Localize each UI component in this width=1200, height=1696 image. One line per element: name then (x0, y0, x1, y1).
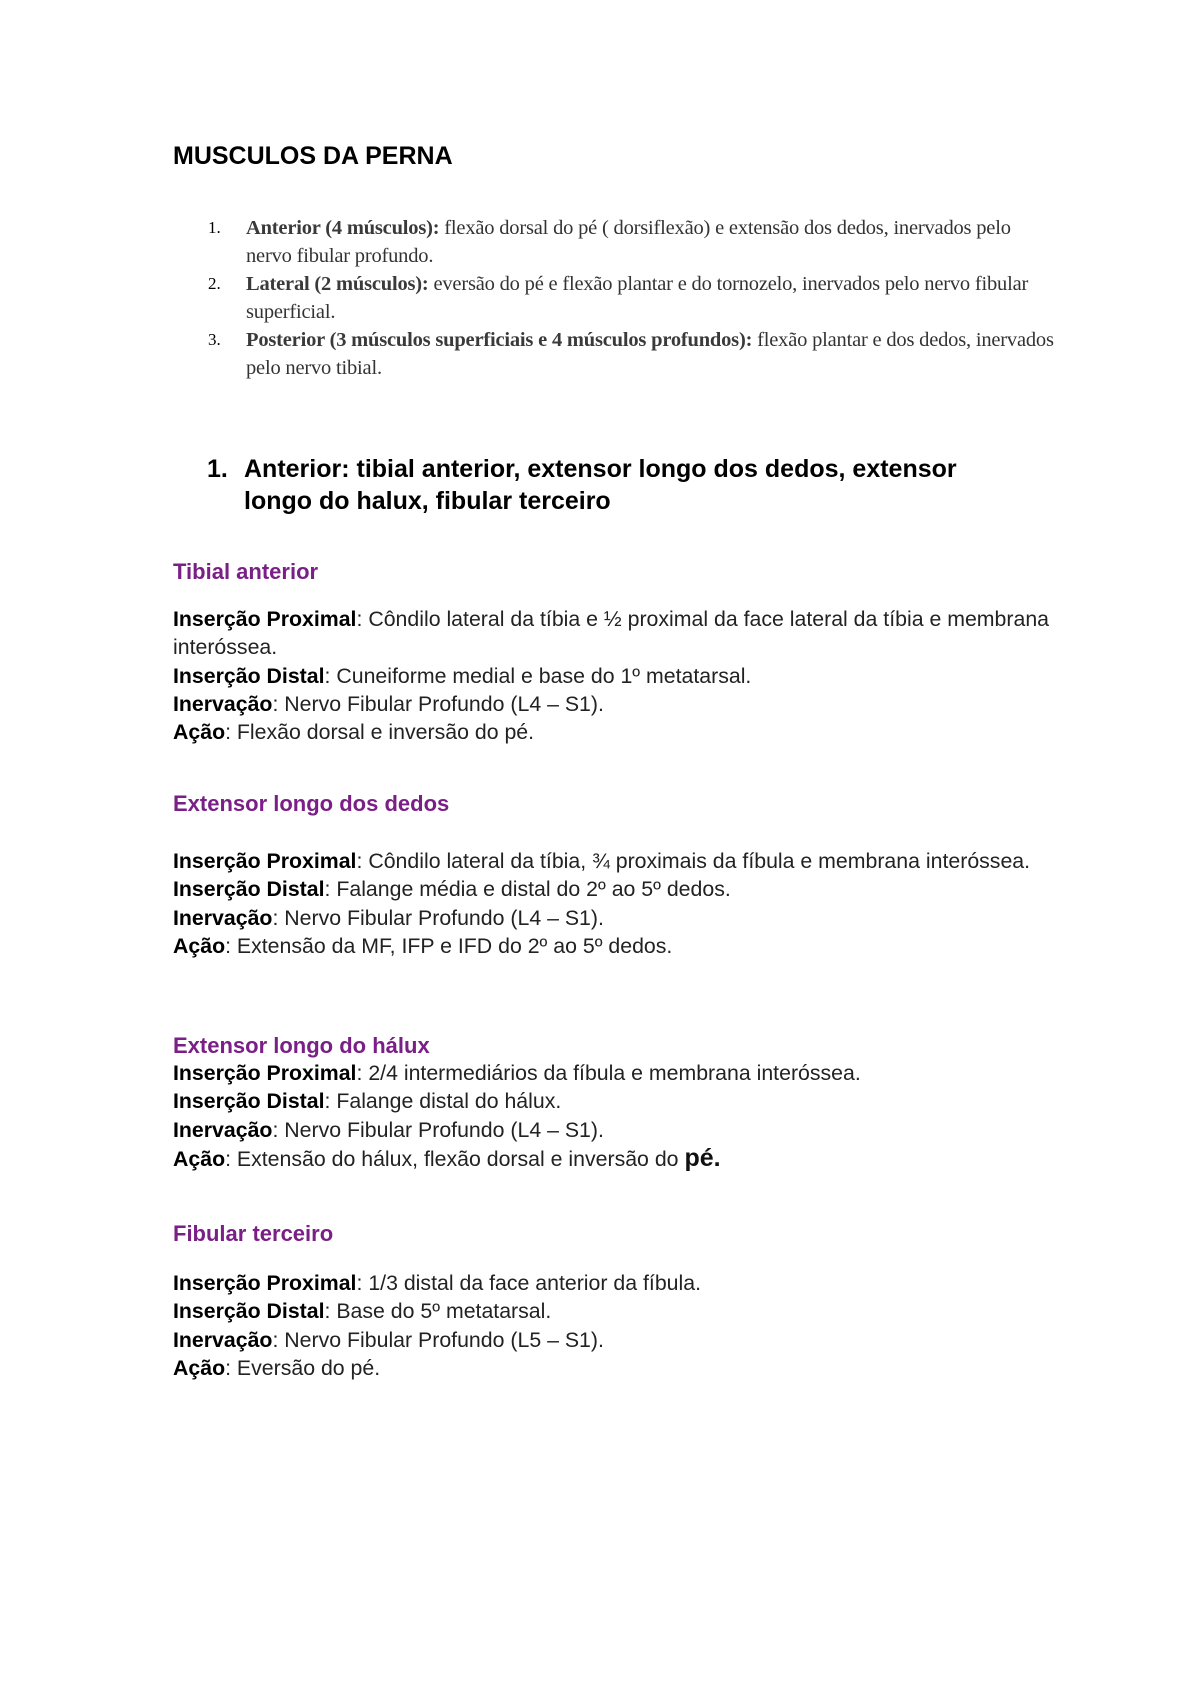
field-value-emphasis: pé. (684, 1143, 721, 1172)
field-label: Inervação (173, 691, 273, 716)
field-row (173, 690, 1053, 718)
field-label: Inervação (173, 1327, 273, 1352)
summary-item-lead: Lateral (2 músculos): (246, 273, 429, 295)
muscle-title-fibular-terceiro: Fibular terceiro (173, 1221, 334, 1246)
summary-item-lead: Posterior (3 músculos superficiais e 4 músculos profundos): (246, 329, 753, 351)
field-row (173, 1354, 1053, 1382)
section-number: 1. (207, 455, 228, 483)
field-label: Ação (173, 1146, 226, 1171)
section-heading-anterior (207, 453, 1027, 517)
field-row (173, 932, 1053, 960)
field-row (173, 875, 1053, 903)
page-title: MUSCULOS DA PERNA (173, 142, 453, 170)
field-value: : Nervo Fibular Profundo (L4 – S1). (272, 691, 604, 716)
summary-item-body (246, 326, 1058, 382)
field-row (173, 1326, 1053, 1354)
summary-item-text: eversão do pé e flexão plantar e do tornozelo, inervados pelo nervo fibular superficial. (246, 273, 1029, 323)
field-value: : Extensão da MF, IFP e IFD do 2º ao 5º dedos. (225, 933, 673, 958)
summary-item-lead: Anterior (4 músculos): (246, 217, 440, 239)
field-row (173, 1144, 1053, 1173)
field-label: Inserção Distal (173, 1089, 325, 1114)
summary-item-body (246, 270, 1058, 326)
summary-item-body (246, 214, 1058, 270)
field-row (173, 1087, 1053, 1115)
field-row (173, 1059, 1053, 1087)
field-value: : Nervo Fibular Profundo (L4 – S1). (272, 1117, 604, 1142)
summary-item-lateral (208, 270, 1058, 326)
muscle-title-tibial-anterior: Tibial anterior (173, 559, 319, 584)
muscle-title-extensor-longo-dos-dedos: Extensor longo dos dedos (173, 791, 450, 816)
field-label: Inervação (173, 1117, 273, 1142)
field-label: Inserção Proximal (173, 607, 357, 631)
field-value: : Côndilo lateral da tíbia, ¾ proximais da fíbula e membrana interóssea. (356, 849, 1031, 873)
muscle-details-tibial-anterior (173, 605, 1053, 746)
field-label: Ação (173, 1355, 226, 1380)
summary-item-posterior (208, 326, 1058, 382)
field-label: Inserção Proximal (173, 849, 357, 873)
muscle-details-extensor-longo-do-halux (173, 1059, 1053, 1173)
list-number: 1. (208, 218, 221, 237)
field-label: Inserção Distal (173, 663, 325, 688)
field-value: : Flexão dorsal e inversão do pé. (225, 720, 535, 745)
field-label: Inserção Distal (173, 877, 325, 902)
section-heading-lead: Anterior (244, 455, 342, 483)
list-number: 2. (208, 274, 221, 293)
field-value: : Extensão do hálux, flexão dorsal e inversão do (225, 1146, 685, 1171)
section-heading-text (207, 453, 1027, 517)
section-heading-rest: : tibial anterior, extensor longo dos dedos, extensor longo do halux, fibular terceiro (244, 455, 957, 515)
field-value: : Falange distal do hálux. (324, 1089, 562, 1114)
field-label: Inserção Proximal (173, 1061, 357, 1085)
field-label: Ação (173, 933, 226, 958)
summary-item-text: flexão plantar e dos dedos, inervados pelo nervo tibial. (246, 329, 1054, 379)
summary-item-anterior (208, 214, 1058, 270)
field-row (173, 1116, 1053, 1144)
field-value: : Base do 5º metatarsal. (324, 1299, 552, 1324)
field-value: : Falange média e distal do 2º ao 5º dedos. (324, 877, 731, 902)
field-row (173, 662, 1053, 690)
muscle-title-extensor-longo-do-halux: Extensor longo do hálux (173, 1033, 430, 1058)
field-label: Inserção Distal (173, 1299, 325, 1324)
field-value: : Eversão do pé. (225, 1355, 381, 1380)
field-row (173, 718, 1053, 746)
field-row (173, 904, 1053, 932)
field-value: : Cuneiforme medial e base do 1º metatarsal. (324, 663, 752, 688)
muscle-details-fibular-terceiro (173, 1269, 1053, 1382)
muscle-details-extensor-longo-dos-dedos (173, 847, 1053, 960)
summary-item-text: flexão dorsal do pé ( dorsiflexão) e extensão dos dedos, inervados pelo nervo fibular profundo. (246, 217, 1011, 267)
field-label: Inervação (173, 905, 273, 930)
field-label: Inserção Proximal (173, 1271, 357, 1295)
field-row (173, 1269, 1053, 1297)
field-label: Ação (173, 720, 226, 745)
list-number: 3. (208, 330, 221, 349)
summary-list (208, 214, 1058, 382)
field-row (173, 847, 1053, 875)
field-value: : Nervo Fibular Profundo (L5 – S1). (272, 1327, 604, 1352)
field-value: : 2/4 intermediários da fíbula e membrana interóssea. (356, 1061, 861, 1085)
field-row (173, 1297, 1053, 1325)
field-row (173, 605, 1053, 662)
field-value: : 1/3 distal da face anterior da fíbula. (356, 1271, 701, 1295)
field-value: : Nervo Fibular Profundo (L4 – S1). (272, 905, 604, 930)
field-value: : Côndilo lateral da tíbia e ½ proximal da face lateral da tíbia e membrana interóssea. (173, 607, 1050, 660)
